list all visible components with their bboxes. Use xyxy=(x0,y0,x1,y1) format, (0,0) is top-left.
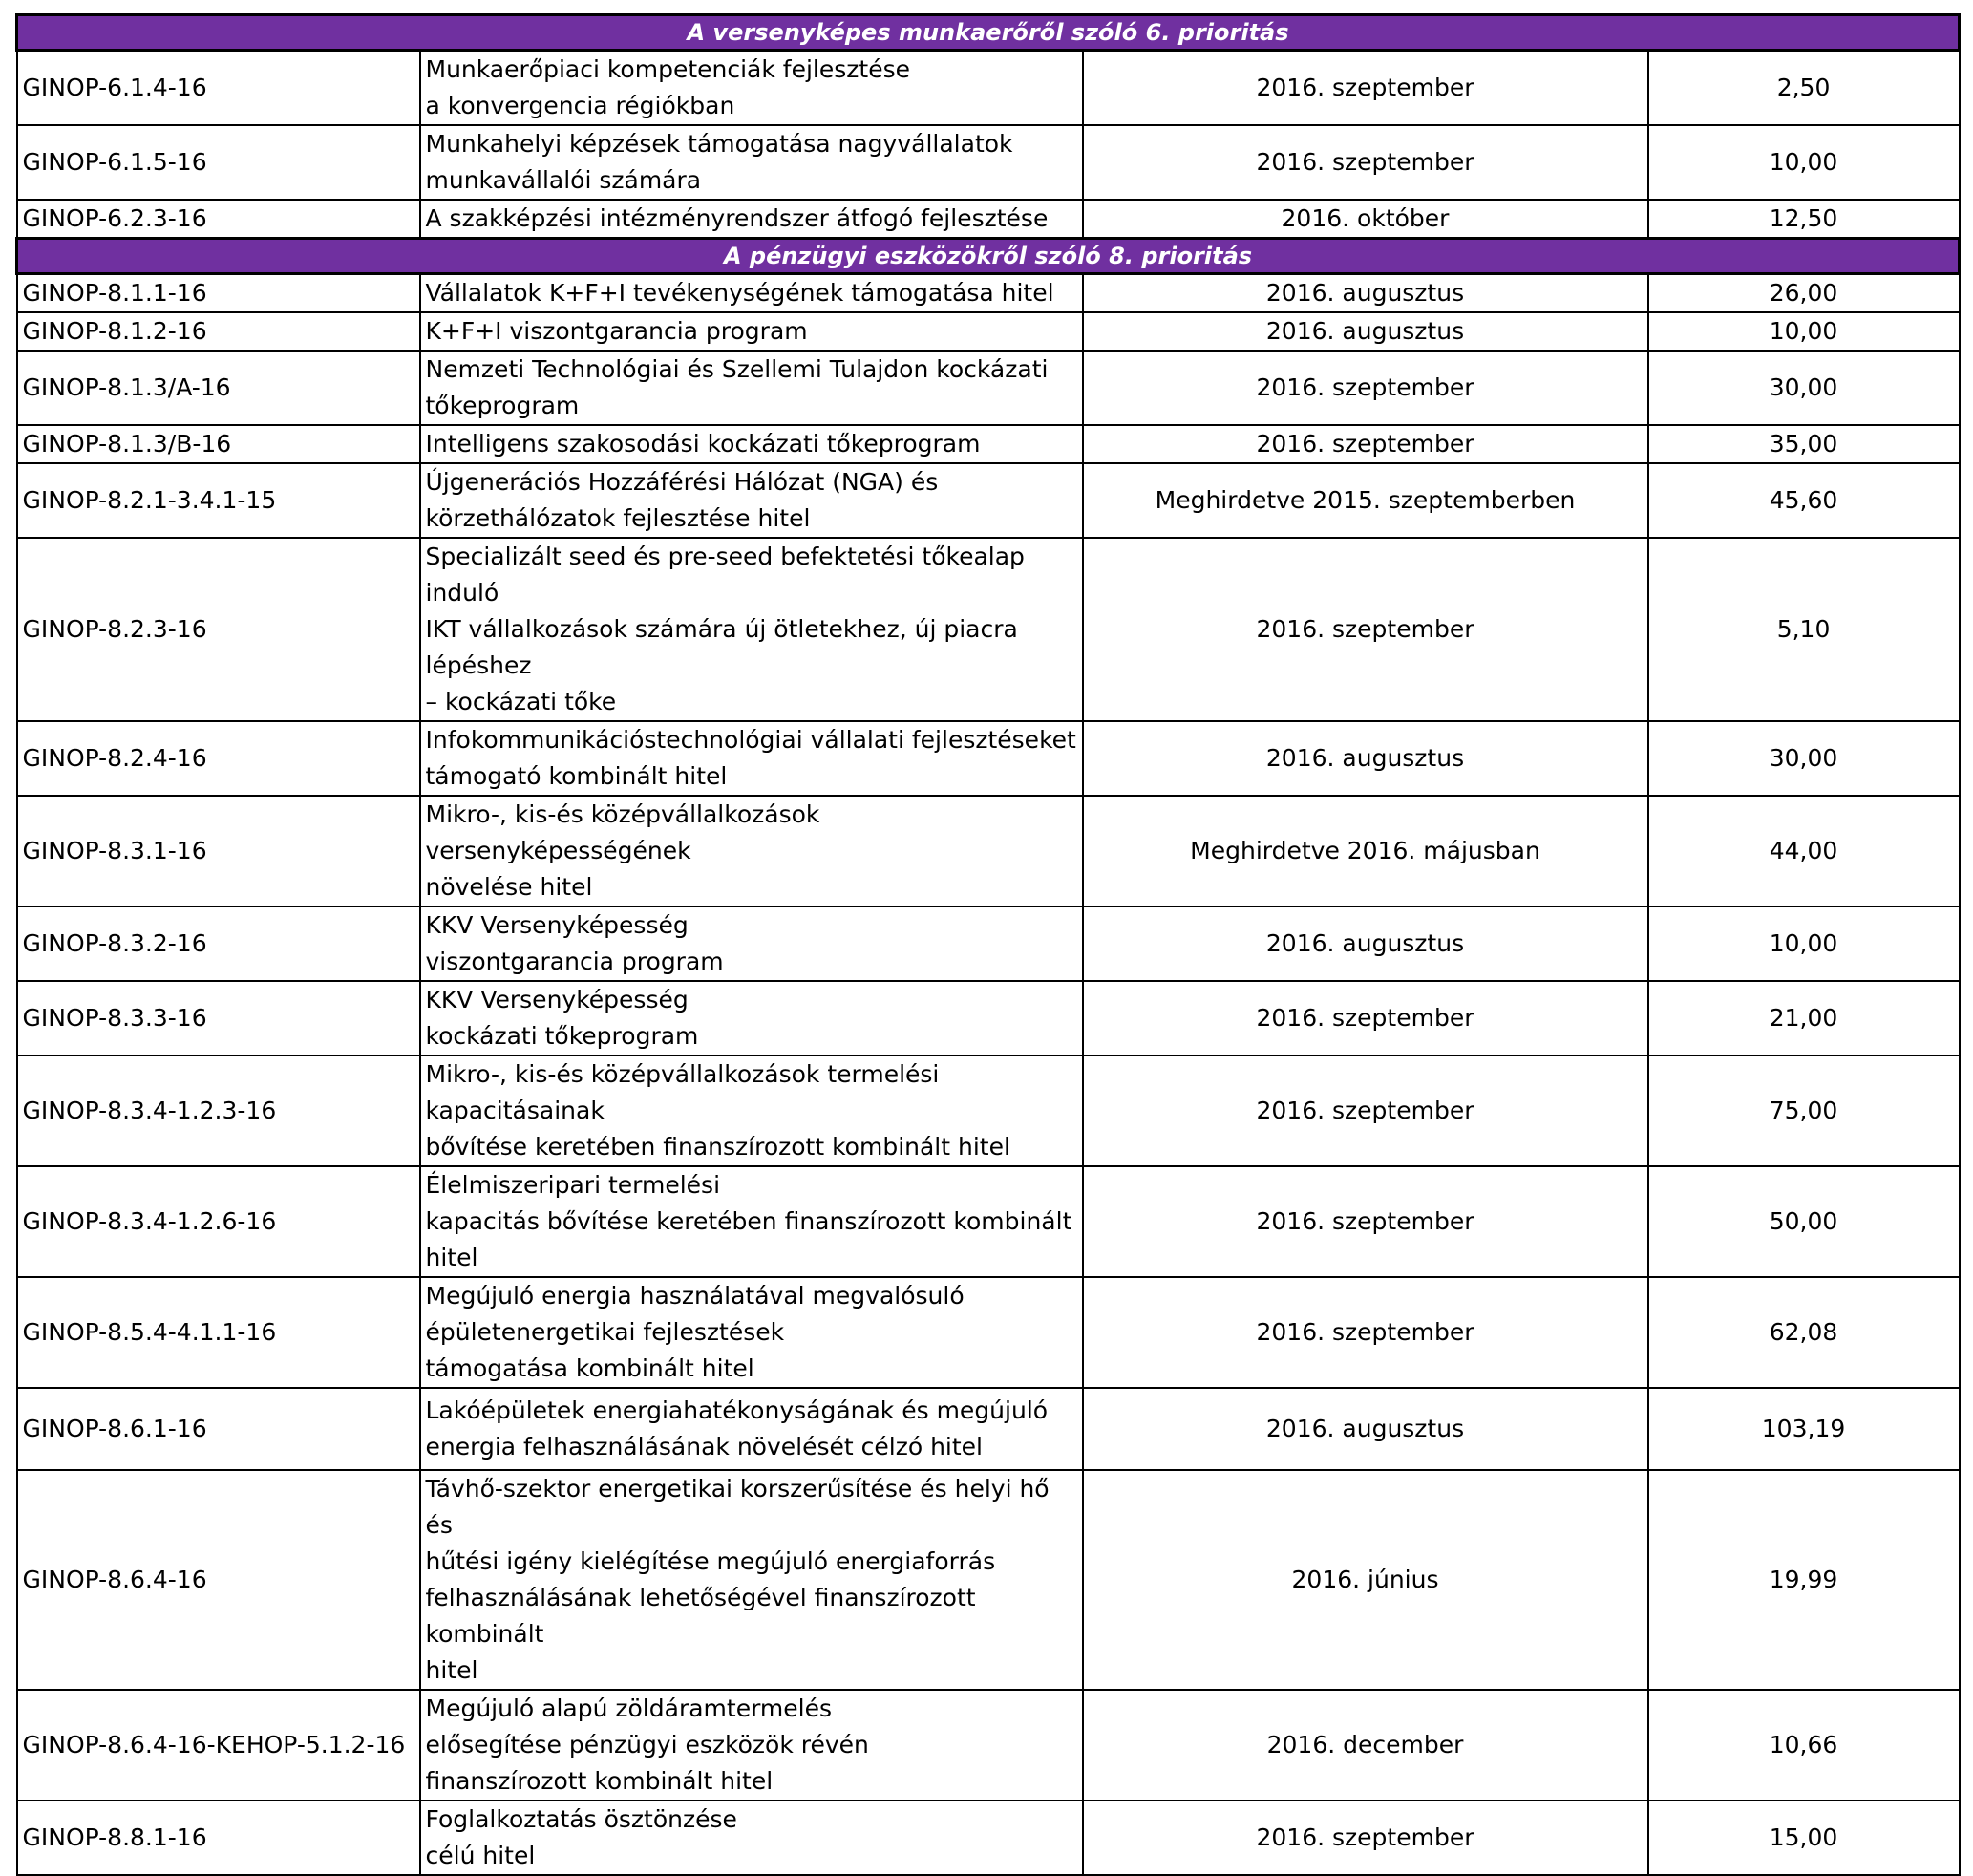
table-row xyxy=(17,796,1960,906)
program-description: Specializált seed és pre-seed befektetési tőkealap induló IKT vállalkozások számára új ötletekhez, új piacra lépéshez – kockázati tőke xyxy=(420,538,1083,721)
program-description: Intelligens szakosodási kockázati tőkeprogram xyxy=(420,425,1083,463)
program-code: GINOP-8.1.3/B-16 xyxy=(17,425,420,463)
program-date: 2016. szeptember xyxy=(1083,425,1648,463)
program-description: K+F+I viszontgarancia program xyxy=(420,312,1083,351)
program-date: Meghirdetve 2016. májusban xyxy=(1083,796,1648,906)
program-description: Távhő-szektor energetikai korszerűsítése és helyi hő és hűtési igény kielégítése megújuló energiaforrás felhasználásának lehetőségével finanszírozott kombinált hitel xyxy=(420,1470,1083,1690)
program-code: GINOP-8.1.2-16 xyxy=(17,312,420,351)
programs-table xyxy=(15,13,1961,1876)
programs-table-container xyxy=(15,13,1958,1876)
program-description: Megújuló alapú zöldáramtermelés elősegítése pénzügyi eszközök révén finanszírozott kombinált hitel xyxy=(420,1690,1083,1801)
program-code: GINOP-8.3.2-16 xyxy=(17,906,420,981)
table-row xyxy=(17,1388,1960,1470)
program-code: GINOP-8.6.4-16 xyxy=(17,1470,420,1690)
table-row xyxy=(17,51,1960,126)
program-code: GINOP-6.2.3-16 xyxy=(17,200,420,239)
program-code: GINOP-8.2.3-16 xyxy=(17,538,420,721)
program-date: 2016. szeptember xyxy=(1083,1277,1648,1388)
program-description: KKV Versenyképesség viszontgarancia program xyxy=(420,906,1083,981)
program-code: GINOP-6.1.4-16 xyxy=(17,51,420,126)
program-amount: 103,19 xyxy=(1648,1388,1960,1470)
program-date: 2016. augusztus xyxy=(1083,906,1648,981)
table-row xyxy=(17,312,1960,351)
program-description: Megújuló energia használatával megvalósuló épületenergetikai fejlesztések támogatása kombinált hitel xyxy=(420,1277,1083,1388)
program-date: 2016. szeptember xyxy=(1083,351,1648,425)
program-date: 2016. szeptember xyxy=(1083,51,1648,126)
program-date: 2016. augusztus xyxy=(1083,1388,1648,1470)
program-date: 2016. június xyxy=(1083,1470,1648,1690)
program-description: Vállalatok K+F+I tevékenységének támogatása hitel xyxy=(420,274,1083,313)
program-code: GINOP-8.6.1-16 xyxy=(17,1388,420,1470)
program-date: 2016. szeptember xyxy=(1083,538,1648,721)
table-row xyxy=(17,1690,1960,1801)
table-row xyxy=(17,538,1960,721)
program-code: GINOP-8.3.3-16 xyxy=(17,981,420,1055)
program-amount: 10,00 xyxy=(1648,312,1960,351)
program-amount: 12,50 xyxy=(1648,200,1960,239)
table-row xyxy=(17,981,1960,1055)
program-amount: 19,99 xyxy=(1648,1470,1960,1690)
program-amount: 35,00 xyxy=(1648,425,1960,463)
program-description: Infokommunikációstechnológiai vállalati fejlesztéseket támogató kombinált hitel xyxy=(420,721,1083,796)
table-row xyxy=(17,1055,1960,1166)
table-row xyxy=(17,1470,1960,1690)
program-amount: 21,00 xyxy=(1648,981,1960,1055)
program-description: Munkahelyi képzések támogatása nagyvállalatok munkavállalói számára xyxy=(420,125,1083,200)
table-row xyxy=(17,1801,1960,1875)
program-date: 2016. szeptember xyxy=(1083,1801,1648,1875)
programs-table-body xyxy=(17,15,1960,1876)
section-header-row xyxy=(17,239,1960,274)
program-code: GINOP-8.1.3/A-16 xyxy=(17,351,420,425)
program-amount: 26,00 xyxy=(1648,274,1960,313)
program-description: KKV Versenyképesség kockázati tőkeprogram xyxy=(420,981,1083,1055)
program-amount: 45,60 xyxy=(1648,463,1960,538)
table-row xyxy=(17,125,1960,200)
program-amount: 75,00 xyxy=(1648,1055,1960,1166)
program-code: GINOP-8.5.4-4.1.1-16 xyxy=(17,1277,420,1388)
program-code: GINOP-8.6.4-16-KEHOP-5.1.2-16 xyxy=(17,1690,420,1801)
program-description: Foglalkoztatás ösztönzése célú hitel xyxy=(420,1801,1083,1875)
program-amount: 10,00 xyxy=(1648,906,1960,981)
table-row xyxy=(17,1277,1960,1388)
section-title: A versenyképes munkaerőről szóló 6. prioritás xyxy=(17,15,1960,51)
program-description: Élelmiszeripari termelési kapacitás bővítése keretében finanszírozott kombinált hitel xyxy=(420,1166,1083,1277)
section-title: A pénzügyi eszközökről szóló 8. prioritás xyxy=(17,239,1960,274)
table-row xyxy=(17,274,1960,313)
program-date: 2016. augusztus xyxy=(1083,721,1648,796)
program-date: 2016. szeptember xyxy=(1083,1166,1648,1277)
program-date: 2016. szeptember xyxy=(1083,981,1648,1055)
table-row xyxy=(17,425,1960,463)
program-date: 2016. augusztus xyxy=(1083,312,1648,351)
program-code: GINOP-8.2.1-3.4.1-15 xyxy=(17,463,420,538)
program-amount: 44,00 xyxy=(1648,796,1960,906)
program-code: GINOP-8.3.4-1.2.3-16 xyxy=(17,1055,420,1166)
program-amount: 5,10 xyxy=(1648,538,1960,721)
program-amount: 2,50 xyxy=(1648,51,1960,126)
program-amount: 10,00 xyxy=(1648,125,1960,200)
program-code: GINOP-8.1.1-16 xyxy=(17,274,420,313)
program-code: GINOP-8.2.4-16 xyxy=(17,721,420,796)
program-code: GINOP-8.3.1-16 xyxy=(17,796,420,906)
program-date: Meghirdetve 2015. szeptemberben xyxy=(1083,463,1648,538)
program-description: Lakóépületek energiahatékonyságának és megújuló energia felhasználásának növelését célzó hitel xyxy=(420,1388,1083,1470)
program-description: Nemzeti Technológiai és Szellemi Tulajdon kockázati tőkeprogram xyxy=(420,351,1083,425)
program-date: 2016. szeptember xyxy=(1083,125,1648,200)
program-description: A szakképzési intézményrendszer átfogó fejlesztése xyxy=(420,200,1083,239)
program-date: 2016. december xyxy=(1083,1690,1648,1801)
program-amount: 30,00 xyxy=(1648,351,1960,425)
table-row xyxy=(17,1166,1960,1277)
table-row xyxy=(17,721,1960,796)
table-row xyxy=(17,463,1960,538)
program-description: Mikro-, kis-és középvállalkozások termelési kapacitásainak bővítése keretében finanszírozott kombinált hitel xyxy=(420,1055,1083,1166)
program-amount: 50,00 xyxy=(1648,1166,1960,1277)
program-amount: 10,66 xyxy=(1648,1690,1960,1801)
program-amount: 62,08 xyxy=(1648,1277,1960,1388)
program-description: Munkaerőpiaci kompetenciák fejlesztése a konvergencia régiókban xyxy=(420,51,1083,126)
table-row xyxy=(17,906,1960,981)
program-code: GINOP-6.1.5-16 xyxy=(17,125,420,200)
program-description: Újgenerációs Hozzáférési Hálózat (NGA) és körzethálózatok fejlesztése hitel xyxy=(420,463,1083,538)
program-code: GINOP-8.8.1-16 xyxy=(17,1801,420,1875)
program-date: 2016. augusztus xyxy=(1083,274,1648,313)
program-amount: 30,00 xyxy=(1648,721,1960,796)
table-row xyxy=(17,200,1960,239)
program-description: Mikro-, kis-és középvállalkozások versenyképességének növelése hitel xyxy=(420,796,1083,906)
section-header-row xyxy=(17,15,1960,51)
program-date: 2016. október xyxy=(1083,200,1648,239)
table-row xyxy=(17,351,1960,425)
program-amount: 15,00 xyxy=(1648,1801,1960,1875)
program-code: GINOP-8.3.4-1.2.6-16 xyxy=(17,1166,420,1277)
program-date: 2016. szeptember xyxy=(1083,1055,1648,1166)
